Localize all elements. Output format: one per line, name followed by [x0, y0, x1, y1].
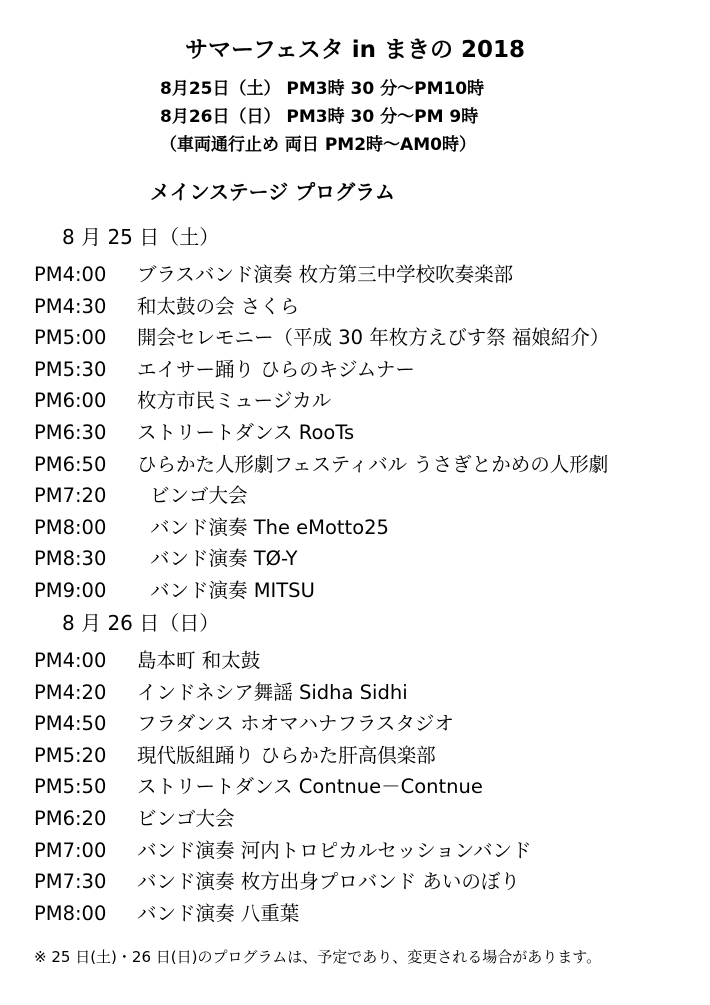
schedule-time: PM9:00	[34, 578, 107, 602]
schedule-row	[0, 259, 710, 291]
day2-schedule-list	[0, 645, 710, 929]
road-closure-note: （車両通行止め 両日 PM2時～AM0時）	[160, 135, 476, 155]
schedule-desc: ビンゴ大会	[150, 484, 248, 508]
schedule-desc: エイサー踊り ひらのキジムナー	[137, 357, 415, 381]
schedule-time: PM7:20	[34, 484, 107, 508]
schedule-row	[0, 803, 710, 835]
schedule-row	[0, 543, 710, 575]
schedule-desc: インドネシア舞謡 Sidha Sidhi	[137, 680, 408, 704]
schedule-desc: 枚方市民ミュージカル	[137, 389, 332, 413]
date-line-day2: 8月26日（日） PM3時 30 分～PM 9時	[160, 107, 479, 127]
schedule-desc: バンド演奏 MITSU	[150, 578, 315, 602]
schedule-time: PM4:00	[34, 649, 107, 672]
schedule-time: PM4:50	[34, 712, 107, 736]
schedule-desc: ビンゴ大会	[137, 806, 235, 830]
schedule-desc: バンド演奏 八重葉	[137, 901, 300, 925]
schedule-time: PM5:00	[34, 326, 107, 350]
event-title: サマーフェスタ in まきの 2018	[185, 37, 525, 63]
schedule-row	[0, 740, 710, 772]
schedule-row	[0, 677, 710, 709]
schedule-time: PM6:30	[34, 420, 107, 444]
schedule-desc: 開会セレモニー（平成 30 年枚方えびす祭 福娘紹介）	[137, 326, 610, 350]
event-dates	[160, 75, 484, 159]
schedule-row	[0, 354, 710, 386]
schedule-desc: バンド演奏 枚方出身プロバンド あいのぼり	[137, 870, 520, 894]
schedule-desc: バンド演奏 The eMotto25	[150, 515, 389, 539]
schedule-time: PM7:30	[34, 870, 107, 894]
schedule-row	[0, 291, 710, 323]
schedule-row	[0, 575, 710, 607]
schedule-row	[0, 708, 710, 740]
date-line-day1: 8月25日（土） PM3時 30 分～PM10時	[160, 79, 485, 99]
schedule-time: PM5:20	[34, 743, 107, 767]
schedule-row	[0, 898, 710, 930]
schedule-desc: ストリートダンス RooTs	[137, 420, 355, 444]
schedule-time: PM7:00	[34, 838, 107, 862]
schedule-desc: バンド演奏 TØ-Y	[150, 547, 298, 571]
schedule-row	[0, 417, 710, 449]
schedule-time: PM8:00	[34, 515, 107, 539]
main-stage-heading: メインステージ プログラム	[150, 180, 395, 204]
day1-schedule-list	[0, 259, 710, 607]
schedule-desc: ブラスバンド演奏 枚方第三中学校吹奏楽部	[137, 263, 514, 286]
schedule-desc: バンド演奏 河内トロピカルセッションバンド	[137, 838, 532, 862]
schedule-desc: ひらかた人形劇フェスティバル うさぎとかめの人形劇	[137, 452, 609, 476]
schedule-row	[0, 771, 710, 803]
day1-heading: 8 月 25 日（土）	[62, 225, 220, 249]
schedule-time: PM4:00	[34, 263, 107, 286]
schedule-desc: フラダンス ホオマハナフラスタジオ	[137, 712, 454, 736]
schedule-row	[0, 866, 710, 898]
schedule-row	[0, 322, 710, 354]
schedule-desc: ストリートダンス Contnue－Contnue	[137, 775, 483, 799]
day2-heading: 8 月 26 日（日）	[62, 611, 220, 635]
schedule-row	[0, 835, 710, 867]
schedule-desc: 和太鼓の会 さくら	[137, 294, 300, 318]
schedule-row	[0, 449, 710, 481]
schedule-time: PM5:50	[34, 775, 107, 799]
schedule-desc: 島本町 和太鼓	[137, 649, 261, 672]
schedule-row	[0, 385, 710, 417]
schedule-time: PM8:30	[34, 547, 107, 571]
schedule-row	[0, 480, 710, 512]
schedule-time: PM4:30	[34, 294, 107, 318]
schedule-time: PM8:00	[34, 901, 107, 925]
schedule-desc: 現代版組踊り ひらかた肝高倶楽部	[137, 743, 436, 767]
schedule-row	[0, 645, 710, 677]
schedule-time: PM6:50	[34, 452, 107, 476]
program-change-note: ※ 25 日(土)・26 日(日)のプログラムは、予定であり、変更される場合があります。	[34, 948, 602, 966]
schedule-row	[0, 512, 710, 544]
schedule-time: PM6:00	[34, 389, 107, 413]
schedule-time: PM6:20	[34, 806, 107, 830]
schedule-time: PM5:30	[34, 357, 107, 381]
schedule-time: PM4:20	[34, 680, 107, 704]
